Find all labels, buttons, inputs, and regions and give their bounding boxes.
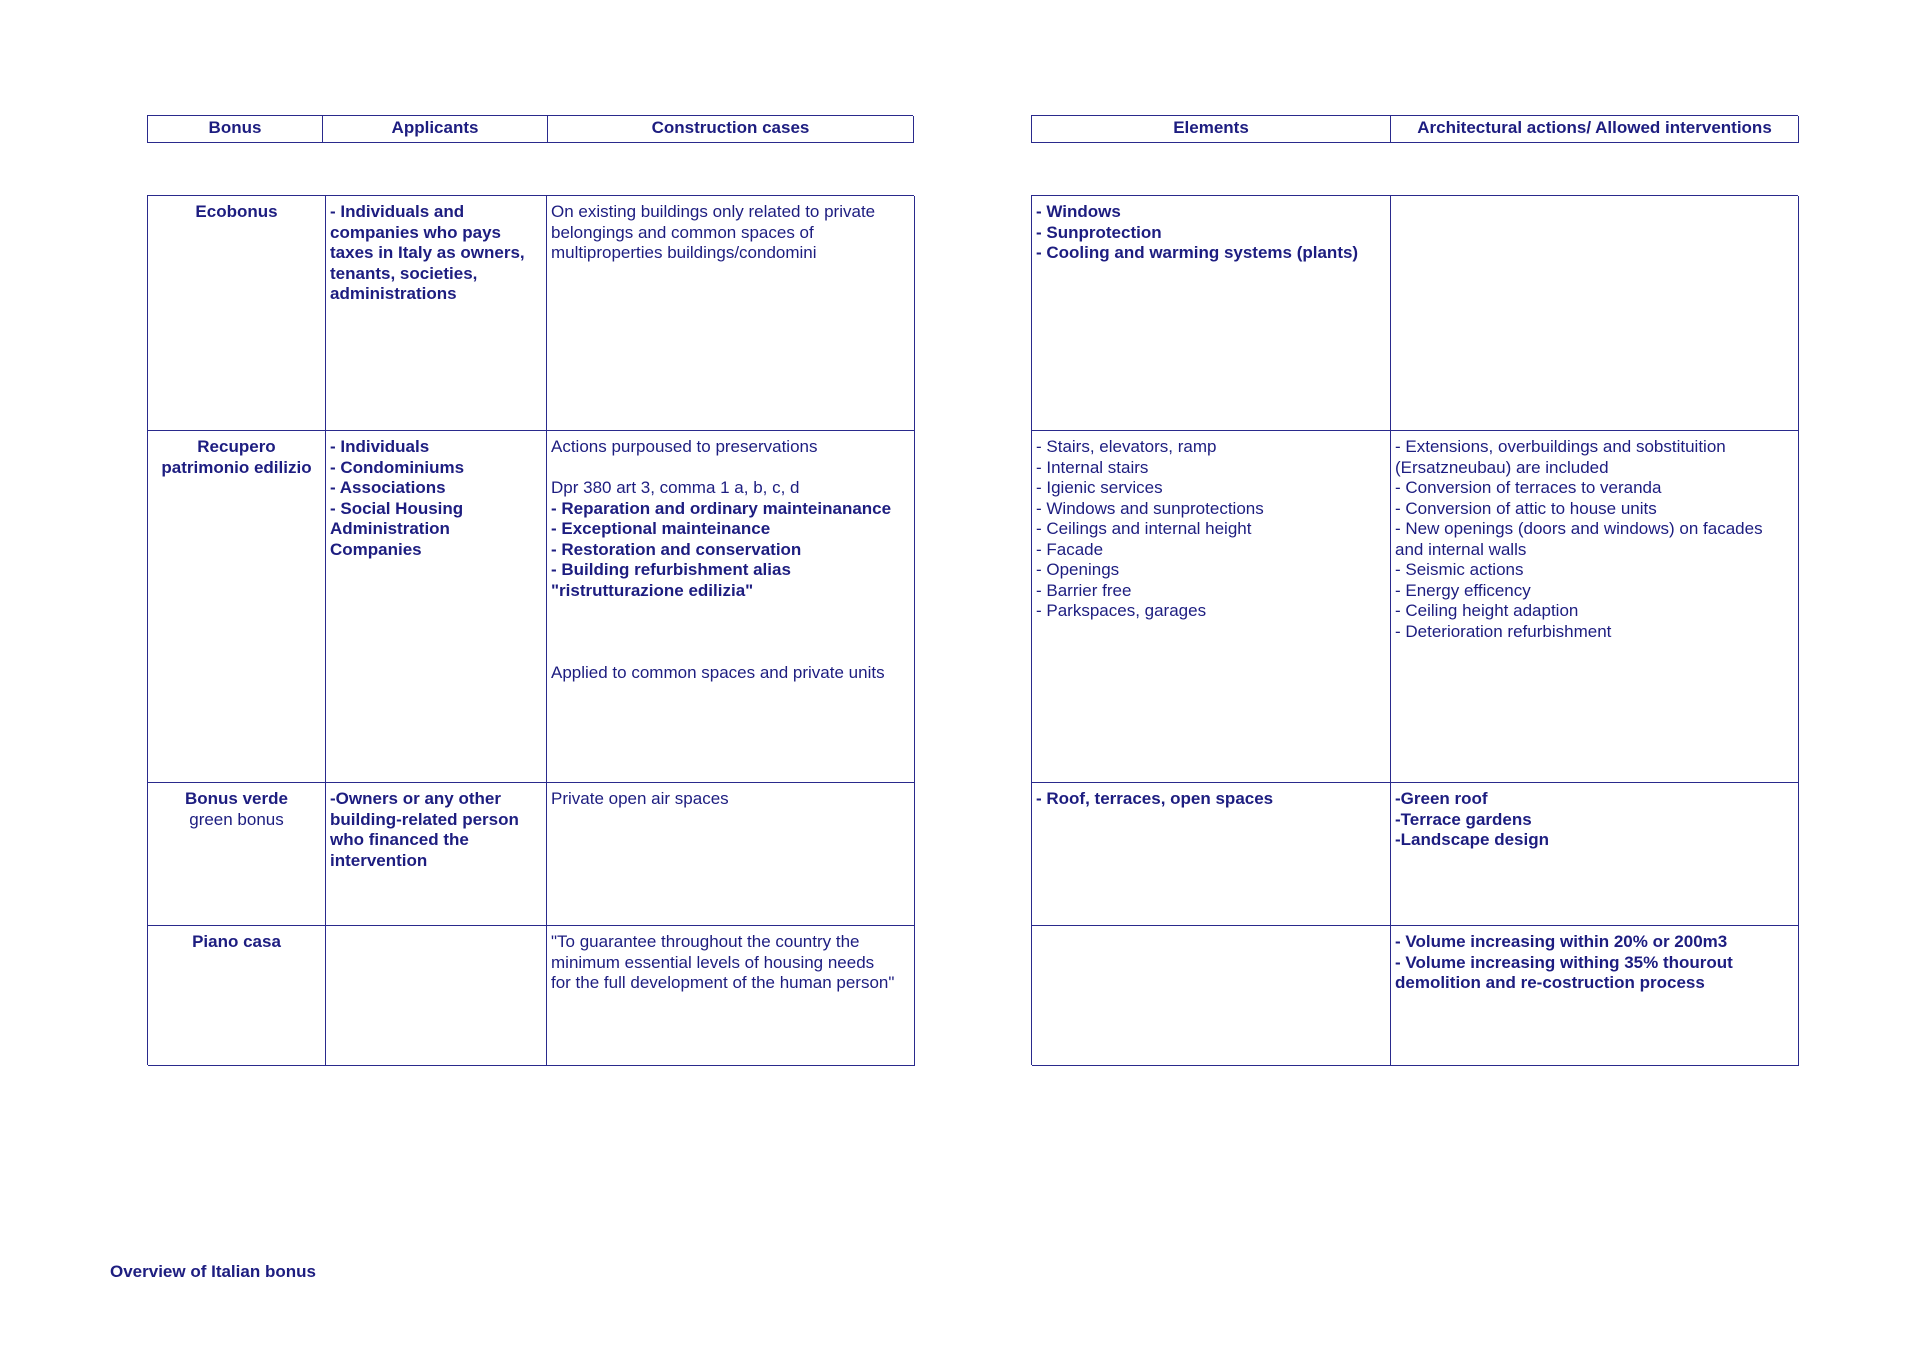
cell-line: - Openings [1036,560,1120,579]
construction-cases-cell [547,783,915,926]
cell-line: - Cooling and warming systems (plants) [1036,243,1359,262]
cell-line: - Exceptional mainteinance [551,519,771,538]
cell-line [551,622,910,643]
cell-line: intervention [330,850,428,870]
cell-line: taxes in Italy as owners, [330,243,525,262]
header-applicants: Applicants [323,116,548,143]
cell-line: green bonus [189,809,284,829]
cell-line: demolition and re-costruction process [1395,973,1705,992]
header-construction-cases: Construction cases [548,116,914,143]
construction-cases-cell [547,196,915,431]
header-architectural-actions: Architectural actions/ Allowed interventions [1391,116,1799,143]
caption: Overview of Italian bonus [110,1262,316,1281]
cell-line: companies who pays [330,222,501,242]
applicants-cell [326,431,547,783]
header-bonus: Bonus [148,116,323,143]
bonus-cell [148,783,326,926]
cell-line: Companies [330,539,422,559]
cell-line: - Building refurbishment alias [551,560,791,579]
cell-line: Piano casa [192,932,281,951]
cell-line: - Individuals [330,437,430,456]
construction-cases-cell [547,926,915,1066]
cell-line: Applied to common spaces and private units [551,662,885,682]
cell-line: - Ceiling height adaption [1395,601,1579,620]
cell-line: Bonus verde [185,789,288,808]
left-table-header [147,115,913,143]
header-elements: Elements [1032,116,1391,143]
cell-line: - Conversion of terraces to veranda [1395,478,1662,497]
cell-line: - Seismic actions [1395,560,1524,579]
cell-line: - Igienic services [1036,478,1163,497]
applicants-cell [326,196,547,431]
cell-line: - Roof, terraces, open spaces [1036,789,1274,808]
applicants-cell [326,926,547,1066]
cell-line: Recupero [197,437,276,456]
cell-line: tenants, societies, [330,263,478,283]
cell-line: and internal walls [1395,539,1527,559]
right-table-body [1031,195,1798,1065]
cell-line: (Ersatzneubau) are included [1395,457,1609,477]
cell-line: - Facade [1036,539,1104,559]
cell-line: - New openings (doors and windows) on facades [1395,519,1763,538]
cell-line: - Parkspaces, garages [1036,601,1207,620]
actions-cell [1391,196,1799,431]
cell-line: - Condominiums [330,457,465,477]
actions-cell [1391,431,1799,783]
cell-line: patrimonio edilizio [161,457,312,477]
cell-line: belongings and common spaces of [551,222,814,242]
cell-line: - Extensions, overbuildings and sobstituition [1395,437,1726,456]
cell-line: administrations [330,284,457,303]
cell-line: - Barrier free [1036,580,1132,600]
cell-line: -Landscape design [1395,830,1549,849]
elements-cell [1032,431,1391,783]
cell-line: - Ceilings and internal height [1036,519,1252,538]
cell-line: - Individuals and [330,202,465,221]
cell-line: Ecobonus [195,202,278,221]
cell-line: - Social Housing [330,498,464,518]
cell-line [551,642,910,663]
cell-line [551,601,910,622]
left-table-body [147,195,914,1065]
actions-cell [1391,783,1799,926]
cell-line: Private open air spaces [551,789,729,808]
cell-line: multiproperties buildings/condomini [551,243,817,262]
right-table-header [1031,115,1798,143]
cell-line: - Windows [1036,202,1121,221]
cell-line: for the full development of the human person" [551,973,895,992]
cell-line: "To guarantee throughout the country the [551,932,860,951]
cell-line: - Internal stairs [1036,457,1149,477]
cell-line: - Restoration and conservation [551,539,802,559]
cell-line: - Energy efficency [1395,580,1531,600]
cell-line: who financed the [330,830,469,849]
cell-line: "ristrutturazione edilizia" [551,580,754,600]
cell-line: -Green roof [1395,789,1488,808]
elements-cell [1032,196,1391,431]
cell-line: minimum essential levels of housing needs [551,952,875,972]
bonus-cell [148,431,326,783]
cell-line: building-related person [330,809,519,829]
cell-line: - Volume increasing withing 35% thourout [1395,952,1733,972]
bonus-cell [148,196,326,431]
cell-line: On existing buildings only related to private [551,202,876,221]
cell-line: Administration [330,519,450,538]
cell-line: Actions purpoused to preservations [551,437,818,456]
cell-line [551,458,910,479]
cell-line: - Sunprotection [1036,222,1162,242]
actions-cell [1391,926,1799,1066]
cell-line: -Terrace gardens [1395,809,1532,829]
cell-line: - Volume increasing within 20% or 200m3 [1395,932,1728,951]
elements-cell [1032,783,1391,926]
construction-cases-cell [547,431,915,783]
cell-line: - Associations [330,478,446,497]
bonus-cell [148,926,326,1066]
cell-line: - Windows and sunprotections [1036,498,1264,518]
cell-line: - Reparation and ordinary mainteinanance [551,498,892,518]
cell-line: Dpr 380 art 3, comma 1 a, b, c, d [551,478,800,497]
applicants-cell [326,783,547,926]
cell-line: - Conversion of attic to house units [1395,498,1657,518]
cell-line: - Stairs, elevators, ramp [1036,437,1217,456]
elements-cell [1032,926,1391,1066]
cell-line: - Deterioration refurbishment [1395,621,1612,641]
cell-line: -Owners or any other [330,789,501,808]
